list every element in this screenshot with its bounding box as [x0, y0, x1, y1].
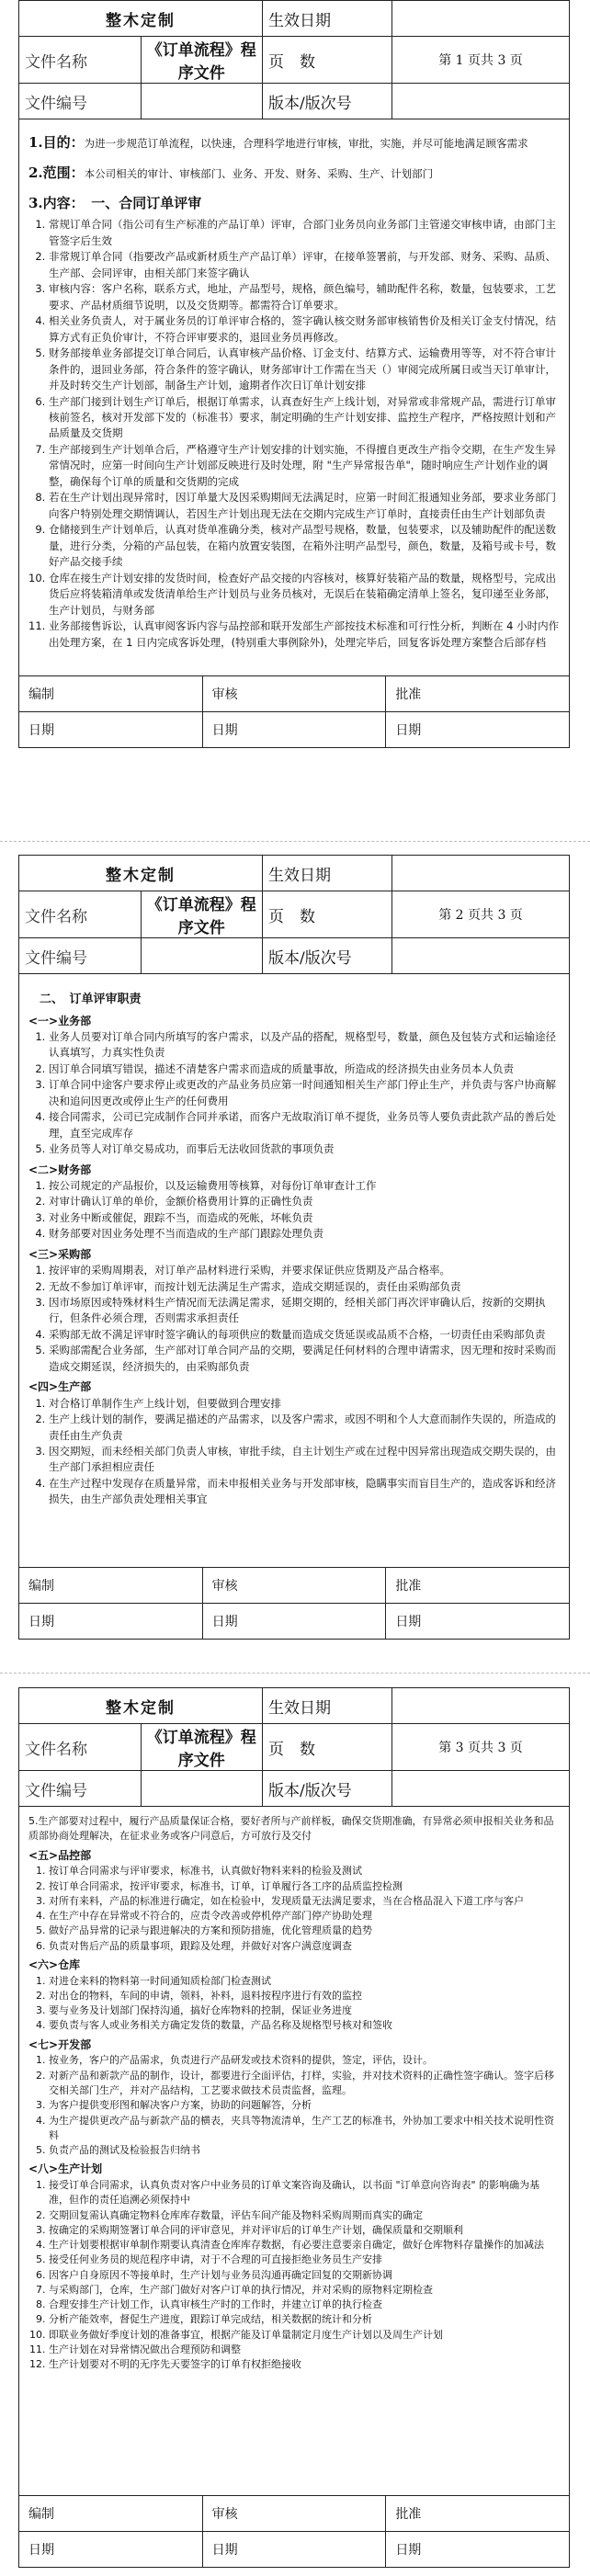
list-item: 8. 合理安排生产计划工作，认真审核生产时的工作时，并建立订单的执行检查 [49, 2298, 560, 2312]
list-item: 4. 生产计划要根据审单制作期要认真清查仓库库存数据，有必要注意要亲自确定，做好仓库物料存量操作的加减法 [49, 2238, 560, 2253]
list-item: 1. 对进仓来料的物料第一时间通知质检部门检查测试 [49, 1974, 560, 1989]
approve-label: 批准 [386, 1568, 570, 1604]
list-item: 7. 与采购部门，仓库，生产部门做好对客户订单的执行情况，并对采购的原物料定期检查 [49, 2283, 560, 2298]
list-item: 2. 生产上线计划的制作，要满足描述的产品需求，以及客户需求，或因不明和个人大意而制作失误的，所造成的责任由生产负责 [49, 1412, 560, 1444]
page-3-body [18, 1807, 570, 2495]
date-label: 日期 [386, 2532, 570, 2568]
page-2-body [18, 974, 570, 1567]
list-item: 2. 按订单合同需求，按评审要求，标准书，订单，订单履行各工序的品质监控检测 [49, 1879, 560, 1894]
list-item: 4. 采购部无故不满足评审时签字确认的每项供应的数量而造成交货延误或品质不合格，一切责任由采购部负责 [49, 1327, 560, 1343]
list-item: 3. 因市场原因或特殊材料生产情况而无法满足需求，延期交期的，经相关部门再次评审确认后，按新的交期执行，但条件必须合理，否则需求承担责任 [49, 1295, 560, 1327]
list-item: 4. 相关业务负责人，对于属业务员的订单评审合格的，签字确认核交财务部审核销售价及相关订金支付情况，结算方式有正负价审计，不符合评审要求的，退回业务员再修改。 [49, 313, 560, 346]
doc-no-value [141, 938, 263, 974]
doc-no-value [141, 1771, 263, 1807]
approve-label: 批准 [386, 2496, 570, 2532]
company-name: 整木定制 [19, 1688, 263, 1724]
page-1-body [18, 119, 570, 675]
page-3 [18, 1687, 570, 2568]
version-label: 版本/版次号 [263, 1771, 392, 1807]
doc-name-label: 文件名称 [19, 1724, 142, 1771]
list-item: 5. 做好产品异常的记录与跟进解决的方案和预防措施，优化管理质量的趋势 [49, 1923, 560, 1938]
version-value [392, 84, 570, 119]
group-title: <三>采购部 [28, 1247, 92, 1261]
date-label: 日期 [386, 1604, 570, 1640]
list-item: 1. 接受订单合同需求，认真负责对客户中业务员的订单文案咨询及确认，以书面 "订单意向咨询表" 的影响确为基准，但作的责任追溯必须保持中 [49, 2178, 560, 2208]
page-info: 第 3 页共 3 页 [392, 1724, 570, 1771]
review-label: 审核 [202, 1568, 386, 1604]
page-2 [18, 855, 570, 1640]
effective-date-value [392, 1, 570, 37]
date-label: 日期 [19, 2532, 203, 2568]
list-item: 5. 业务员等人对订单交易成功，而事后无法收回货款的事项负责 [49, 1141, 560, 1157]
date-label: 日期 [386, 712, 570, 748]
date-label: 日期 [202, 2532, 386, 2568]
group-list [28, 1974, 560, 2034]
list-item: 9. 分析产能效率，督促生产进度，跟踪订单完成结，相关数据的统计和分析 [49, 2312, 560, 2327]
review-list [28, 217, 560, 651]
lead-paragraph: 5.生产部要对过程中，履行产品质量保证合格，要好者所与产前样板，确保交货期准确，有异常必须申报相关业务和品质部协商处理解决，在征求业务或客户同意后，方可放行及交付 [28, 1815, 554, 1843]
page-info: 第 2 页共 3 页 [392, 891, 570, 938]
doc-name: 《订单流程》程序文件 [141, 37, 263, 84]
group-title: <二>财务部 [28, 1163, 92, 1176]
compile-label: 编制 [19, 676, 203, 712]
group-title: <四>生产部 [28, 1380, 92, 1394]
group-list [28, 1396, 560, 1508]
list-item: 4. 财务部要对因业务处理不当而造成的生产部门跟踪处理负责 [49, 1226, 560, 1242]
list-item: 7. 生产部接到生产计划单合后，严格遵守生产计划安排的计划实施，不得擅自更改生产指令交期，在生产发生异常情况时，应第一时间向生产计划部反映进行及时处理，附 "生产异常报告单"，随时响应生产计划作业的调整，确保每个订单的质量和交货期的完成 [49, 442, 560, 490]
group-title: <六>仓库 [28, 1958, 81, 1971]
group-list [28, 1864, 560, 1954]
page-header [18, 0, 570, 119]
group-title: <一>业务部 [28, 1014, 92, 1027]
compile-label: 编制 [19, 1568, 203, 1604]
effective-date-label: 生效日期 [263, 1, 392, 37]
doc-name: 《订单流程》程序文件 [141, 891, 263, 938]
list-item: 4. 在生产过程中发现存在质量异常，而未申报相关业务与开发部审核，隐瞒事实而盲目生产的，造成客诉和经济损失，由生产部负责处理相关事宜 [49, 1476, 560, 1508]
sign-off-table [18, 675, 570, 748]
list-item: 3. 订单合同中途客户要求停止或更改的产品业务员应第一时间通知相关生产部门停止生产，并负责与客户协商解决和追问因更改或停止生产的任何费用 [49, 1077, 560, 1109]
list-item: 1. 常规订单合同（指公司有生产标准的产品订单）评审，合部门业务员向业务部门主管递交审核申请，由部门主管签字后生效 [49, 217, 560, 249]
doc-no-value [141, 84, 263, 119]
list-item: 12. 生产计划要对不明的无序先天要签字的订单有权拒绝接收 [49, 2357, 560, 2372]
doc-name-label: 文件名称 [19, 891, 142, 938]
list-item: 10. 仓库在接生产计划安排的发货时间，检查好产品交接的内容核对，核算好装箱产品的数量，规格型号，完成出货后应将装箱清单或发货清单给生产计划员与业务员核对，无误后在装箱确定清单上签名，复印递至业务部，生产计划员，与财务部 [49, 571, 560, 618]
group-title: <五>品控部 [28, 1848, 92, 1862]
section-title: 二、 订单评审职责 [40, 993, 142, 1006]
doc-name-label: 文件名称 [19, 37, 142, 84]
list-item: 2. 对新产品和新款产品的制作，设计，都要进行全面评估，打样，实验，并对技术资料的正确性签字确认。签字后移交相关部门生产，并对产品结构，工艺要求做技术员责监督，监理。 [49, 2069, 560, 2099]
approve-label: 批准 [386, 676, 570, 712]
list-item: 4. 接合同需求，公司已完成制作合同并承诺，而客户无故取消订单不提货，业务员等人要负责此款产品的善后处理，直至完成库存 [49, 1109, 560, 1141]
effective-date-label: 生效日期 [263, 1688, 392, 1724]
sign-off-table [18, 1567, 570, 1640]
list-item: 5. 采购部需配合业务部，生产部对订单合同产品的交期，要满足任何材料的合理申请需求，因无理和按时采购而造成交期延误，经济损失的，由采购部负责 [49, 1343, 560, 1375]
list-item: 2. 因订单合同填写错误，描述不清楚客户需求而造成的质量事故，所造成的经济损失由业务员本人负责 [49, 1061, 560, 1077]
review-label: 审核 [202, 2496, 386, 2532]
list-item: 3. 按确定的采购期签署订单合同的评审意见，并对评审后的订单生产计划，确保质量和交期顺利 [49, 2223, 560, 2238]
list-item: 1. 业务人员要对订单合同内所填写的客户需求，以及产品的搭配，规格型号，数量，颜色及包装方式和运输途径认真填写，力真实性负责 [49, 1029, 560, 1061]
doc-no-label: 文件编号 [19, 1771, 142, 1807]
page-1 [18, 0, 570, 748]
effective-date-label: 生效日期 [263, 856, 392, 891]
list-item: 3. 要与业务及计划部门保持沟通，搞好仓库物料的控制，保证业务进度 [49, 2003, 560, 2018]
list-item: 2. 对出仓的物料，车间的申请，领料，补料，退料按程序进行有效的监控 [49, 1989, 560, 2003]
list-item: 3. 因交期短，而未经相关部门负责人审核，审批手续，自主计划生产或在过程中因异常出现造成交期失误的，由生产部门承担相应责任 [49, 1444, 560, 1476]
list-item: 6. 因客户自身原因不等接单时，生产计划与业务员沟通再确定回复的交期新协调 [49, 2268, 560, 2283]
page-divider [0, 1673, 590, 1674]
version-value [392, 1771, 570, 1807]
date-label: 日期 [202, 712, 386, 748]
version-label: 版本/版次号 [263, 84, 392, 119]
list-item: 1. 按评审的采购周期表，对订单产品材料进行采购，并要求保证供应货期及产品合格率。 [49, 1263, 560, 1278]
compile-label: 编制 [19, 2496, 203, 2532]
scope-text: 本公司相关的审计、审核部门、业务、开发、财务、采购、生产、计划部门 [84, 166, 434, 180]
version-label: 版本/版次号 [263, 938, 392, 974]
pages-label: 页 数 [263, 1724, 392, 1771]
content-subtitle: 一、合同订单评审 [91, 194, 202, 211]
company-name: 整木定制 [19, 856, 263, 891]
list-item: 2. 非常规订单合同（指要改产品或新材质生产产品订单）评审，在接单签署前，与开发部、财务、采购、品质、生产部、会同评审，由相关部门来签字确认 [49, 249, 560, 281]
pages-label: 页 数 [263, 891, 392, 938]
page-header [18, 1687, 570, 1807]
list-item: 5. 财务部接单业务部提交订单合同后，认真审核产品价格、订金支付、结算方式、运输费用等等，对不符合审计条件的，退回业务部，符合条件的签字确认，财务部审计工作需在当天（）审阅完成所属日或当天订单审计，并及时转交生产计划部，制备生产计划，逾期者作次日订单计划安排 [49, 346, 560, 393]
pages-label: 页 数 [263, 37, 392, 84]
group-title: <七>开发部 [28, 2037, 92, 2051]
list-item: 5. 接受任何业务员的规范程序申请，对于不合理的可直接拒绝业务员生产安排 [49, 2253, 560, 2267]
date-label: 日期 [202, 1604, 386, 1640]
date-label: 日期 [19, 712, 203, 748]
list-item: 5. 负责产品的测试及检验报告归纳书 [49, 2143, 560, 2158]
page-divider [0, 841, 590, 842]
list-item: 2. 交期回复需认真确定物料仓库库存数量，评估车间产能及物料采购周期而真实的确定 [49, 2208, 560, 2223]
effective-date-value [392, 1688, 570, 1724]
list-item: 4. 在生产中存在异常或不符合的，应责令改善或停机停产部门停产协助处理 [49, 1909, 560, 1923]
version-value [392, 938, 570, 974]
group-list [28, 2178, 560, 2372]
purpose-text: 为进一步规范订单流程，以快速，合理科学地进行审核，审批，实施，并尽可能地满足顾客需求 [84, 137, 528, 150]
group-list [28, 2053, 560, 2158]
purpose-title: 1.目的： [28, 134, 85, 151]
group-list [28, 1263, 560, 1375]
list-item: 8. 若在生产计划出现异常时，因订单量大及因采购期间无法满足时，应第一时间汇报通知业务部，要求业务部门向客户特别处理交期情调认，若因生产计划出现无法在交期内完成生产订单时，直接责任由生产计划部负责 [49, 490, 560, 522]
list-item: 11. 生产计划在对异常情况做出合理预防和调整 [49, 2343, 560, 2357]
review-label: 审核 [202, 676, 386, 712]
list-item: 1. 按订单合同需求与评审要求，标准书，认真做好物料来料的检验及测试 [49, 1864, 560, 1878]
sign-off-table [18, 2495, 570, 2568]
group-list [28, 1029, 560, 1158]
list-item: 11. 业务部接售诉讼，认真审阅客诉内容与品控部和联开发部生产部按技术标准和可行性分析，判断在 4 小时内作出处理方案，在 1 日内完成客诉处理，(特别重大事例除外)，处理完毕后，回复客诉处理方案整合后部存档 [49, 618, 560, 651]
list-item: 6. 负责对售后产品的质量事项，跟踪及处理，并做好对客户满意度调查 [49, 1939, 560, 1954]
company-name: 整木定制 [19, 1, 263, 37]
list-item: 1. 按公司规定的产品报价，以及运输费用等核算，对每份订单审查计工作 [49, 1178, 560, 1194]
content-title: 3.内容： [28, 194, 78, 211]
list-item: 4. 要负责与客人或业务相关方确定发货的数量，产品名称及规格型号核对和签收 [49, 2018, 560, 2033]
list-item: 10. 即联业务做好季度计划的准备事宜，根据产能及订单量制定月度生产计划以及周生产计划 [49, 2328, 560, 2343]
list-item: 3. 对业务中断或催促，跟踪不当，而造成的死帐，坏帐负责 [49, 1210, 560, 1226]
list-item: 4. 为生产提供更改产品与新款产品的横表，夹具等物流清单，生产工艺的标准书，外协加工要求中相关技术说明性资料 [49, 2114, 560, 2144]
scope-title: 2.范围： [28, 164, 85, 181]
list-item: 3. 审核内容：客户名称，联系方式，地址，产品型号，规格，颜色编号，辅助配件名称，数量，包装要求，工艺要求、产品材质细节说明，以及交货期等。都需符合订单要求。 [49, 281, 560, 313]
list-item: 3. 为客户提供变形图和解决客户方案，协助的问题解答，分析 [49, 2098, 560, 2113]
page-header [18, 855, 570, 974]
page-info: 第 1 页共 3 页 [392, 37, 570, 84]
doc-no-label: 文件编号 [19, 938, 142, 974]
group-title: <八>生产计划 [28, 2162, 103, 2176]
list-item: 6. 生产部门接到计划生产订单后，根据订单需求，认真查好生产上线计划，对异常或非常规产品，需进行订单审核前签名，核对开发部下发的（标准书）要求，制定明确的生产计划安排、监控生产程序，严格按照计划和产品质量及交货期 [49, 394, 560, 442]
effective-date-value [392, 856, 570, 891]
list-item: 1. 对合格订单制作生产上线计划，但要做到合理安排 [49, 1396, 560, 1412]
doc-name: 《订单流程》程序文件 [141, 1724, 263, 1771]
list-item: 2. 无故不参加订单评审，而按计划无法满足生产需求，造成交期延误的，责任由采购部负责 [49, 1279, 560, 1295]
doc-no-label: 文件编号 [19, 84, 142, 119]
list-item: 1. 按业务，客户的产品需求，负责进行产品研发或技术资料的提供，签定，评估，设计。 [49, 2053, 560, 2068]
list-item: 3. 对所有来料，产品的标准进行确定，如在检验中，发现质量无法满足要求，当在合格品混入下道工序与客户 [49, 1894, 560, 1909]
group-list [28, 1178, 560, 1243]
date-label: 日期 [19, 1604, 203, 1640]
list-item: 9. 仓储接到生产计划单后，认真对货单准确分类，核对产品型号规格，数量，包装要求，以及辅助配件的配送数量，进行分类，分箱的产品包装，在箱内放置安装图，在箱外注明产品型号，颜色，数量，及箱号或卡号，数好产品交接手续 [49, 522, 560, 570]
list-item: 2. 对审计确认订单的单价，金额价格费用计算的正确性负责 [49, 1194, 560, 1209]
